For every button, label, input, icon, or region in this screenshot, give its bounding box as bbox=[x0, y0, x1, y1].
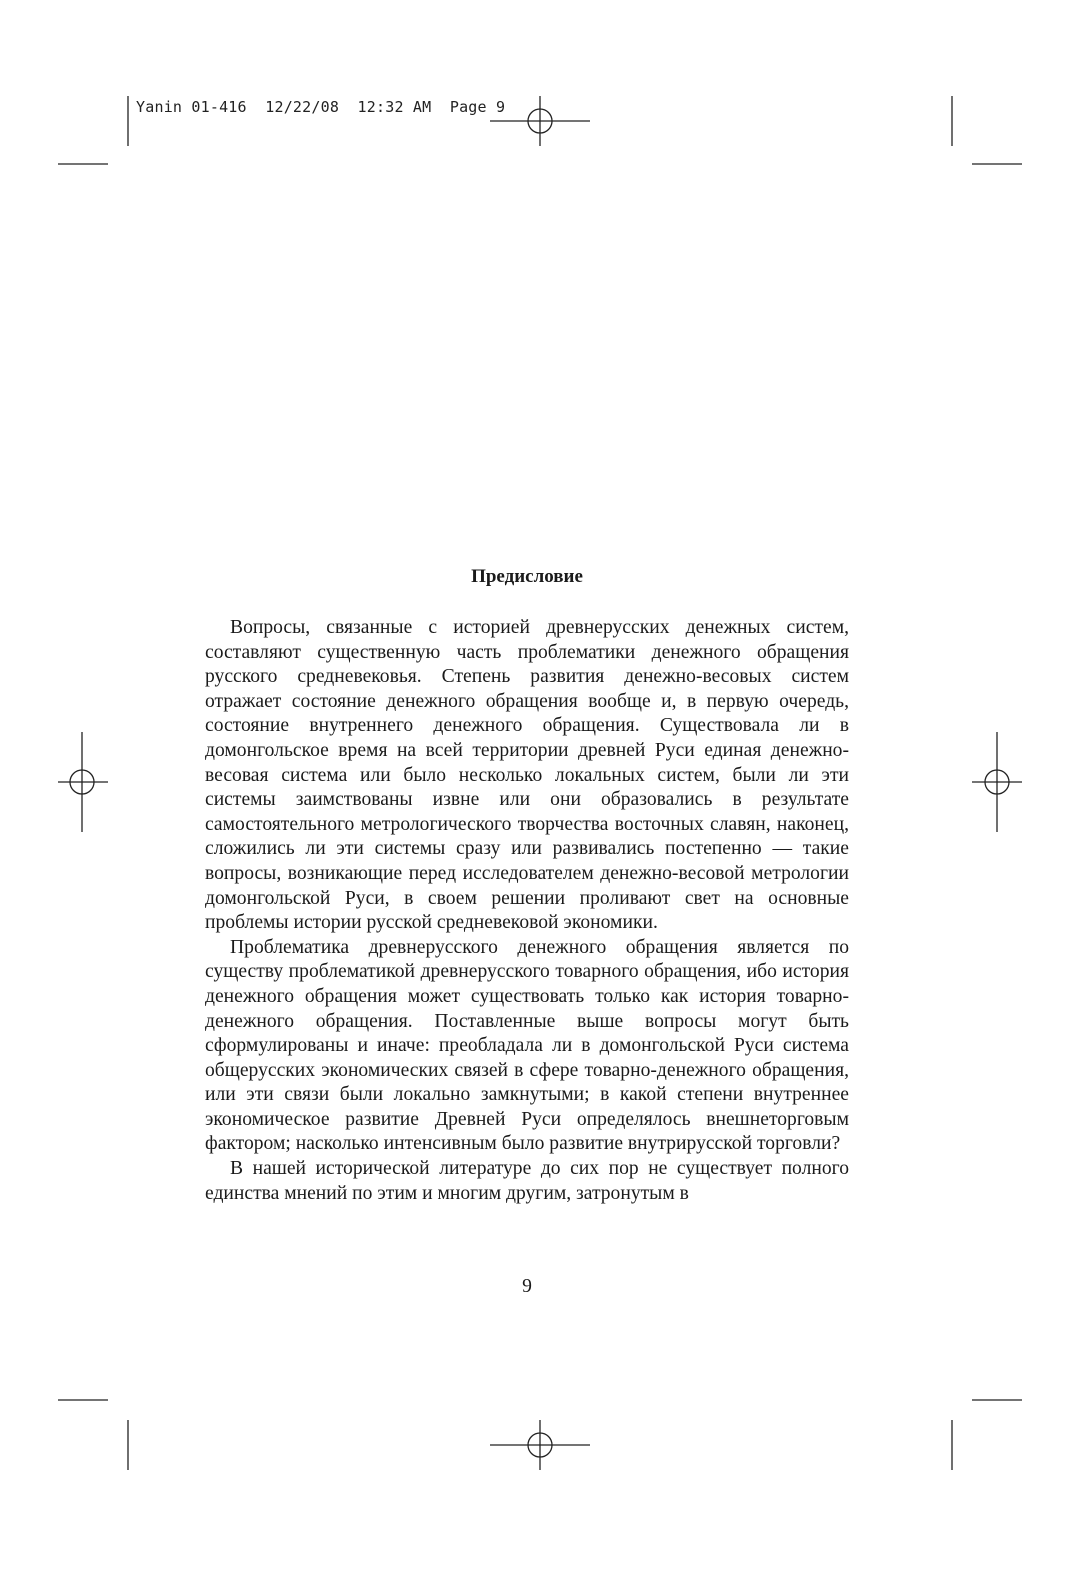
registration-mark-left bbox=[58, 732, 108, 832]
printer-slug-line: Yanin 01-416 12/22/08 12:32 AM Page 9 bbox=[136, 98, 506, 116]
chapter-heading: Предисловие bbox=[471, 566, 583, 587]
body-text bbox=[205, 616, 849, 1206]
paragraph: Вопросы, связанные с историей древнерусских денежных систем, составляют существенную часть проблематики денежного обращения русского средневековья. Степень развития денежно-весовых систем отражает состояние денежного обращения вообще и, в первую очередь, состояние внутреннего денежного обращения. Существовала ли в домонгольское время на всей территории древней Руси единая денежно-весовая система или было несколько локальных систем, были ли эти системы заимствованы извне или они образовались в результате самостоятельного метрологического творчества восточных славян, наконец, сложились ли эти системы сразу или развивались постепенно — такие вопросы, возникающие перед исследователем денежно-весовой метрологии домонгольской Руси, в своем решении проливают свет на основные проблемы истории русской средневековой экономики. bbox=[205, 617, 849, 934]
registration-mark-right bbox=[972, 732, 1022, 832]
paragraph: В нашей исторической литературе до сих пор не существует полного единства мнений по этим и многим другим, затронутым в bbox=[205, 1158, 849, 1204]
paragraph: Проблематика древнерусского денежного обращения является по существу проблематикой древнерусского товарного обращения, ибо история денежного обращения может существовать только как история товарно-денежного обращения. Поставленные выше вопросы могут быть сформулированы и иначе: преобладала ли в домонгольской Руси система общерусских экономических связей в сфере товарно-денежного обращения, или эти связи были локально замкнутыми; в какой степени внутреннее экономическое развитие Древней Руси определялось внешнеторговым фактором; насколько интенсивным было развитие внутрирусской торговли? bbox=[205, 936, 849, 1155]
registration-mark-bottom bbox=[490, 1420, 590, 1470]
page-number: 9 bbox=[522, 1276, 532, 1297]
